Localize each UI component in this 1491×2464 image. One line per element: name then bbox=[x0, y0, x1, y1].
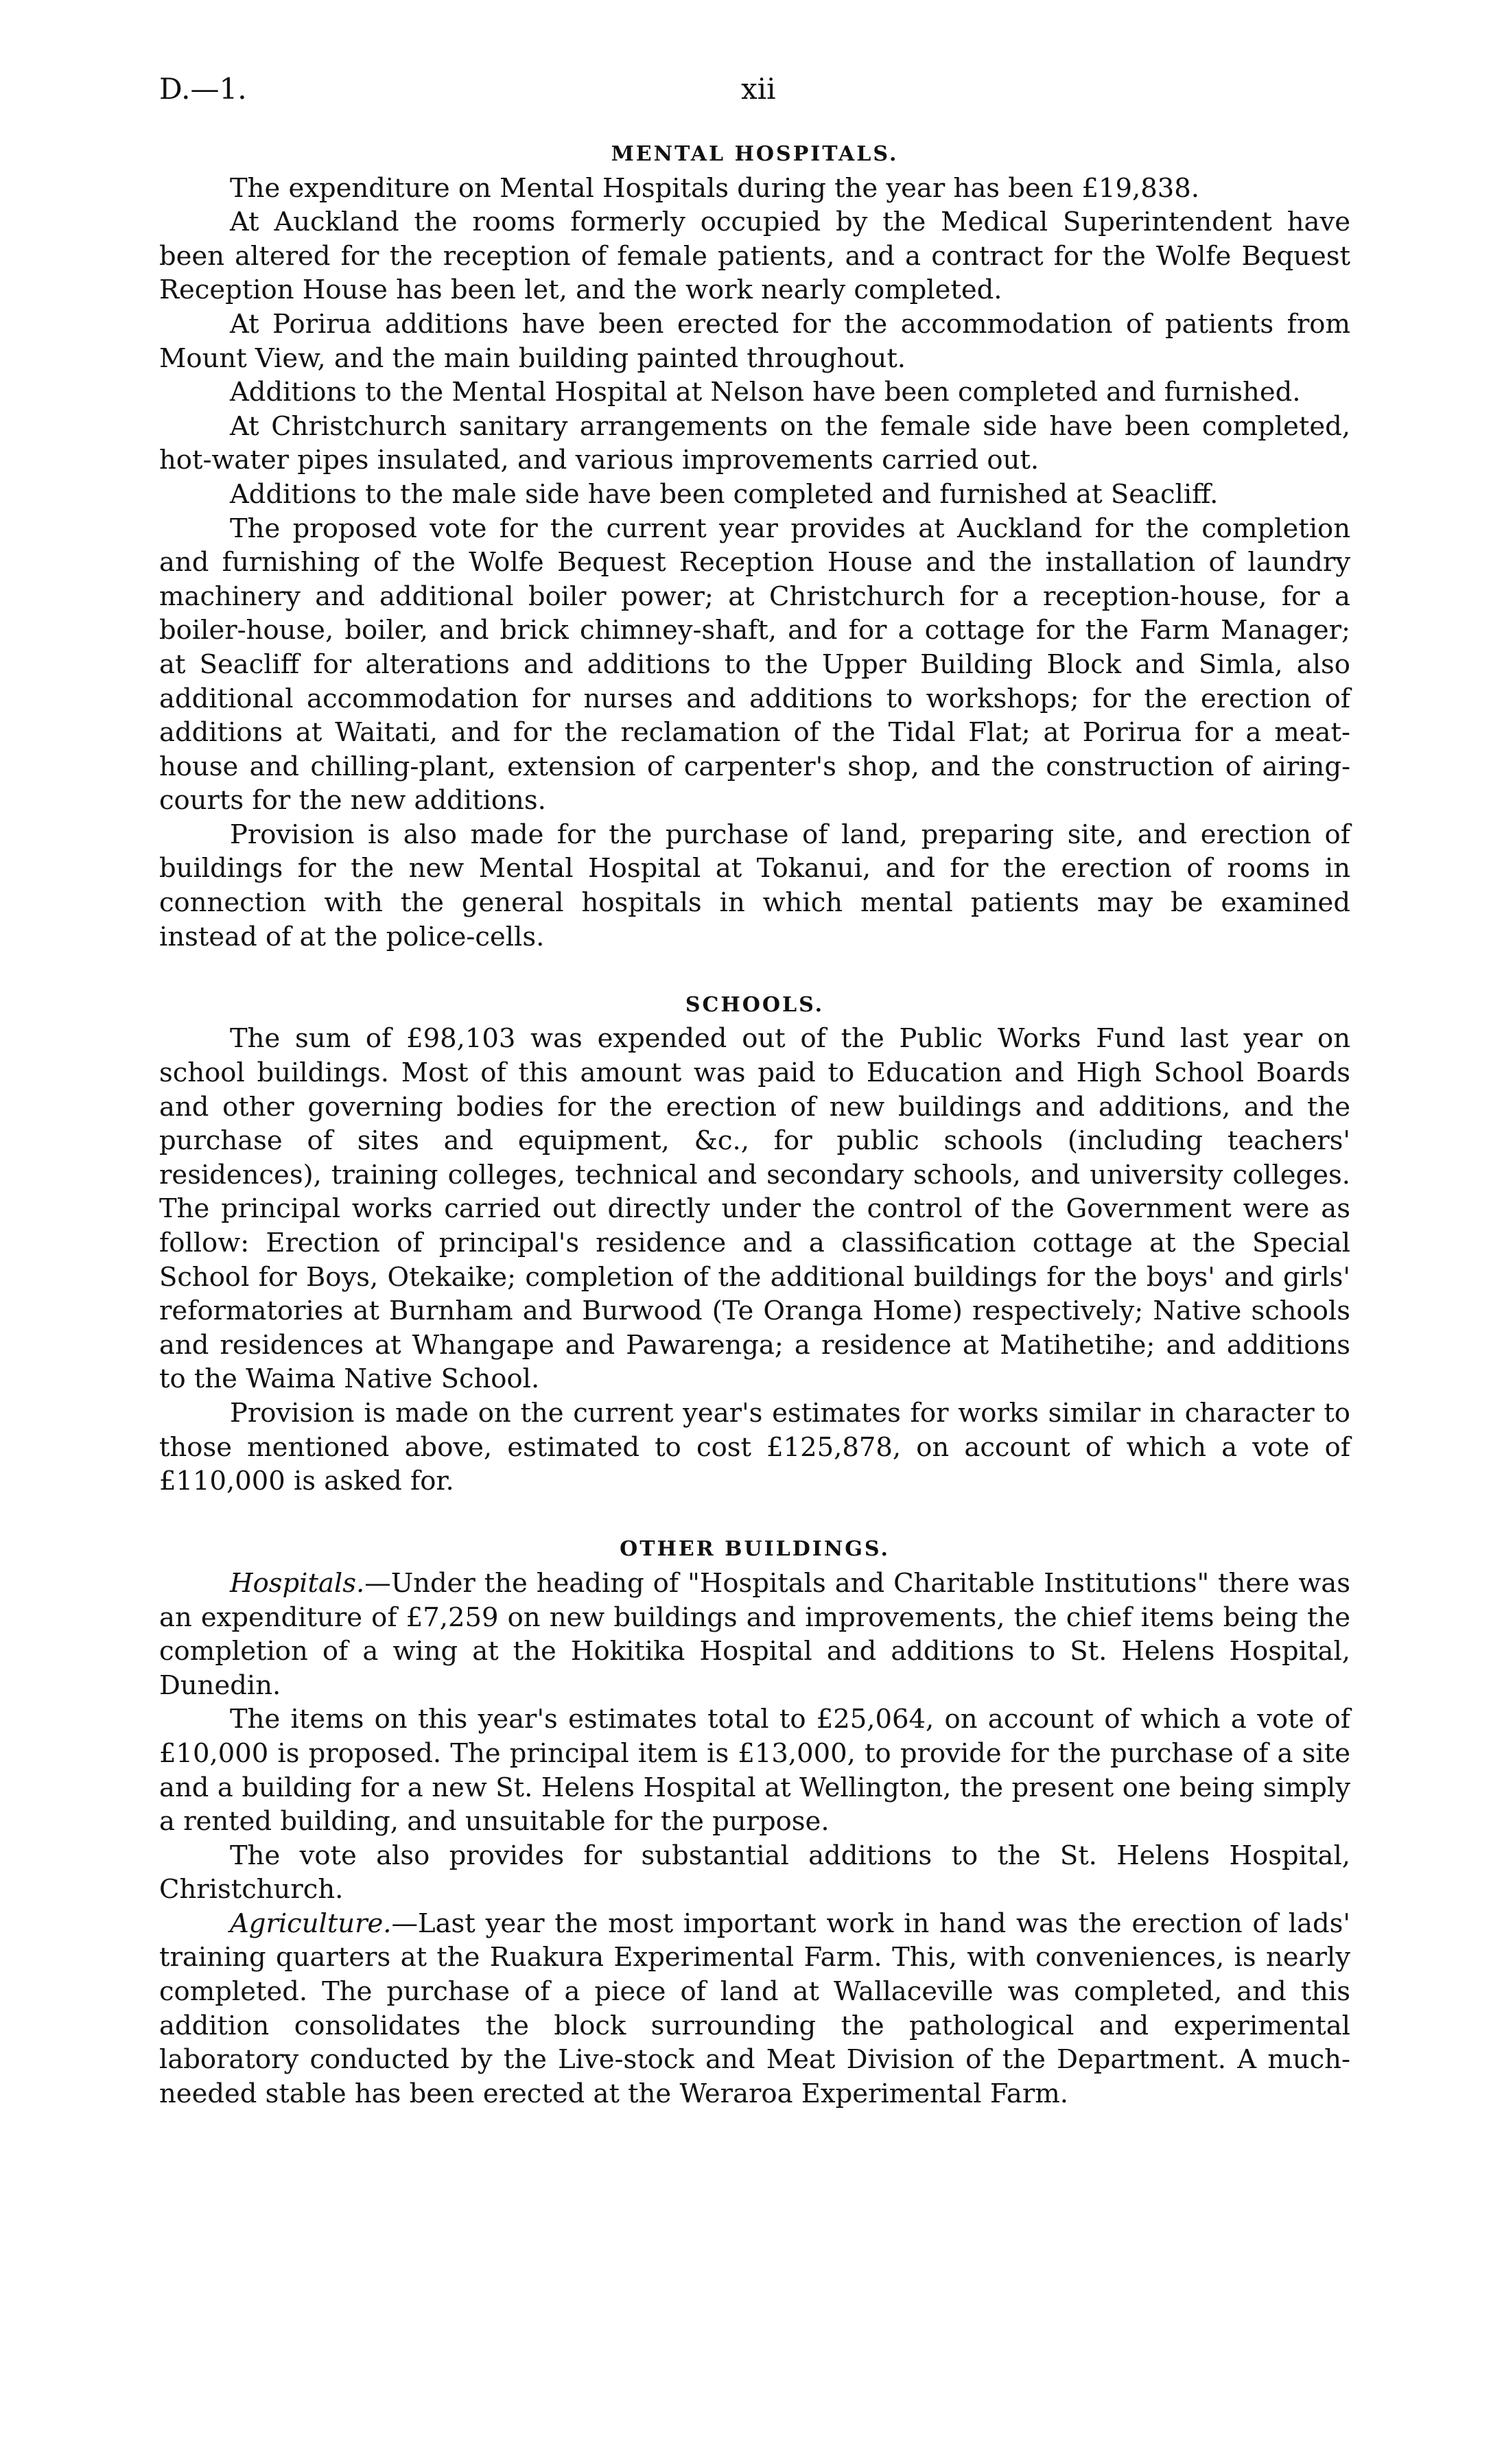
paragraph bbox=[159, 1567, 1350, 1702]
paragraph: At Porirua additions have been erected for the accommodation of patients from Mount View, and the main building painted throughout. bbox=[159, 308, 1350, 374]
subheading-hospitals: Hospitals. bbox=[230, 1567, 365, 1599]
paragraph bbox=[159, 1907, 1350, 2111]
document-reference: D.—1. bbox=[159, 72, 247, 106]
paragraph: The proposed vote for the current year provides at Auckland for the completion and furnishing of the Wolfe Bequest Reception House and the installation of laundry machinery and additional boiler power; at Christchurch for a reception-house, for a boiler-house, boiler, and brick chimney-shaft, and for a cottage for the Farm Manager; at Seacliff for alterations and additions to the Upper Building Block and Simla, also additional accommodation for nurses and additions to workshops; for the erection of additions at Waitati, and for the reclamation of the Tidal Flat; at Porirua for a meat-house and chilling-plant, extension of carpenter's shop, and the construction of airing-courts for the new additions. bbox=[159, 513, 1350, 817]
section-schools bbox=[159, 988, 1350, 1499]
paragraph: The vote also provides for substantial additions to the St. Helens Hospital, Christchurch. bbox=[159, 1840, 1350, 1905]
section-heading: SCHOOLS. bbox=[685, 992, 825, 1017]
paragraph: Additions to the male side have been completed and furnished at Seacliff. bbox=[230, 478, 1219, 510]
page-number: xii bbox=[741, 72, 776, 106]
section-heading: MENTAL HOSPITALS. bbox=[611, 142, 899, 166]
paragraph-text: —Under the heading of "Hospitals and Charitable Institutions" there was an expenditure of £7,259 on new buildings and improvements, the chief items being the completion of a wing at the Hokitika Hospital and additions to St. Helens Hospital, Dunedin. bbox=[159, 1567, 1350, 1701]
subheading-agriculture: Agriculture. bbox=[230, 1908, 392, 1939]
paragraph: The sum of £98,103 was expended out of the Public Works Fund last year on school buildings. Most of this amount was paid to Education and High School Boards and other governing bodies for the erection of new buildings and additions, and the purchase of sites and equipment, &c., for public schools (including teachers' residences), training colleges, technical and secondary schools, and university colleges. The principal works carried out directly under the control of the Government were as follow: Erection of principal's residence and a classification cottage at the Special School for Boys, Otekaike; completion of the additional buildings for the boys' and girls' reformatories at Burnham and Burwood (Te Oranga Home) respectively; Native schools and residences at Whangape and Pawarenga; a residence at Matihetihe; and additions to the Waima Native School. bbox=[159, 1023, 1350, 1395]
paragraph: Provision is made on the current year's estimates for works similar in character to those mentioned above, estimated to cost £125,878, on account of which a vote of £110,000 is asked for. bbox=[159, 1397, 1350, 1497]
paragraph: Additions to the Mental Hospital at Nelson have been completed and furnished. bbox=[230, 377, 1301, 408]
paragraph: At Auckland the rooms formerly occupied by the Medical Superintendent have been altered for the reception of female patients, and a contract for the Wolfe Bequest Reception House has been let, and the work nearly completed. bbox=[159, 207, 1350, 306]
paragraph: Provision is also made for the purchase of land, preparing site, and erection of buildings for the new Mental Hospital at Tokanui, and for the erection of rooms in connection with the general hospitals in which mental patients may be examined instead of at the police-cells. bbox=[159, 819, 1350, 952]
section-other-buildings bbox=[159, 1532, 1350, 2111]
page-body bbox=[159, 137, 1350, 2111]
paragraph-text: —Last year the most important work in hand was the erection of lads' training quarters at the Ruakura Experimental Farm. This, with conveniences, is nearly completed. The purchase of a piece of land at Wallaceville was completed, and this addition consolidates the block surrounding the pathological and experimental laboratory conducted by the Live-stock and Meat Division of the Department. A much-needed stable has been erected at the Weraroa Experimental Farm. bbox=[159, 1908, 1350, 2109]
section-mental-hospitals bbox=[159, 137, 1350, 954]
paragraph: The items on this year's estimates total to £25,064, on account of which a vote of £10,000 is proposed. The principal item is £13,000, to provide for the purchase of a site and a building for a new St. Helens Hospital at Wellington, the present one being simply a rented building, and unsuitable for the purpose. bbox=[159, 1704, 1350, 1838]
page-header bbox=[159, 69, 1354, 124]
paragraph: At Christchurch sanitary arrangements on the female side have been completed, hot-water pipes insulated, and various improvements carried out. bbox=[159, 410, 1350, 476]
paragraph: The expenditure on Mental Hospitals during the year has been £19,838. bbox=[230, 172, 1199, 204]
section-heading: OTHER BUILDINGS. bbox=[620, 1537, 890, 1562]
